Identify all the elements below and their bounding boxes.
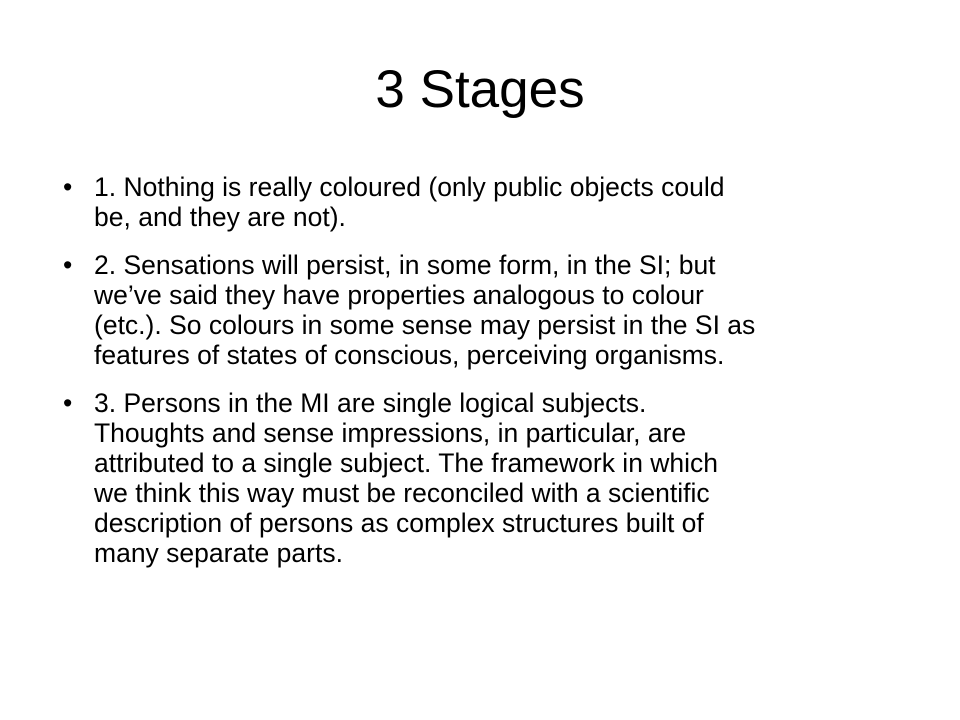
- bullet-item-1: [63, 172, 913, 232]
- bullet-marker: •: [63, 250, 73, 280]
- slide-title: 3 Stages: [375, 60, 585, 119]
- bullet-text-1: 1. Nothing is really coloured (only public objects could be, and they are not).: [94, 172, 725, 232]
- bullet-item-2: [63, 250, 913, 370]
- bullet-item-3: [63, 388, 913, 568]
- bullet-marker: •: [63, 388, 73, 418]
- bullet-text-3: 3. Persons in the MI are single logical subjects. Thoughts and sense impressions, in particular, are attributed to a single subject. The framework in which we think this way must be reconciled with a scientific description of persons as complex structures built of many separate parts.: [94, 388, 719, 568]
- bullet-text-2: 2. Sensations will persist, in some form, in the SI; but we’ve said they have properties analogous to colour (etc.). So colours in some sense may persist in the SI as features of states of conscious, perceiving organisms.: [94, 250, 756, 370]
- bullet-list: [63, 172, 913, 586]
- bullet-marker: •: [63, 172, 73, 202]
